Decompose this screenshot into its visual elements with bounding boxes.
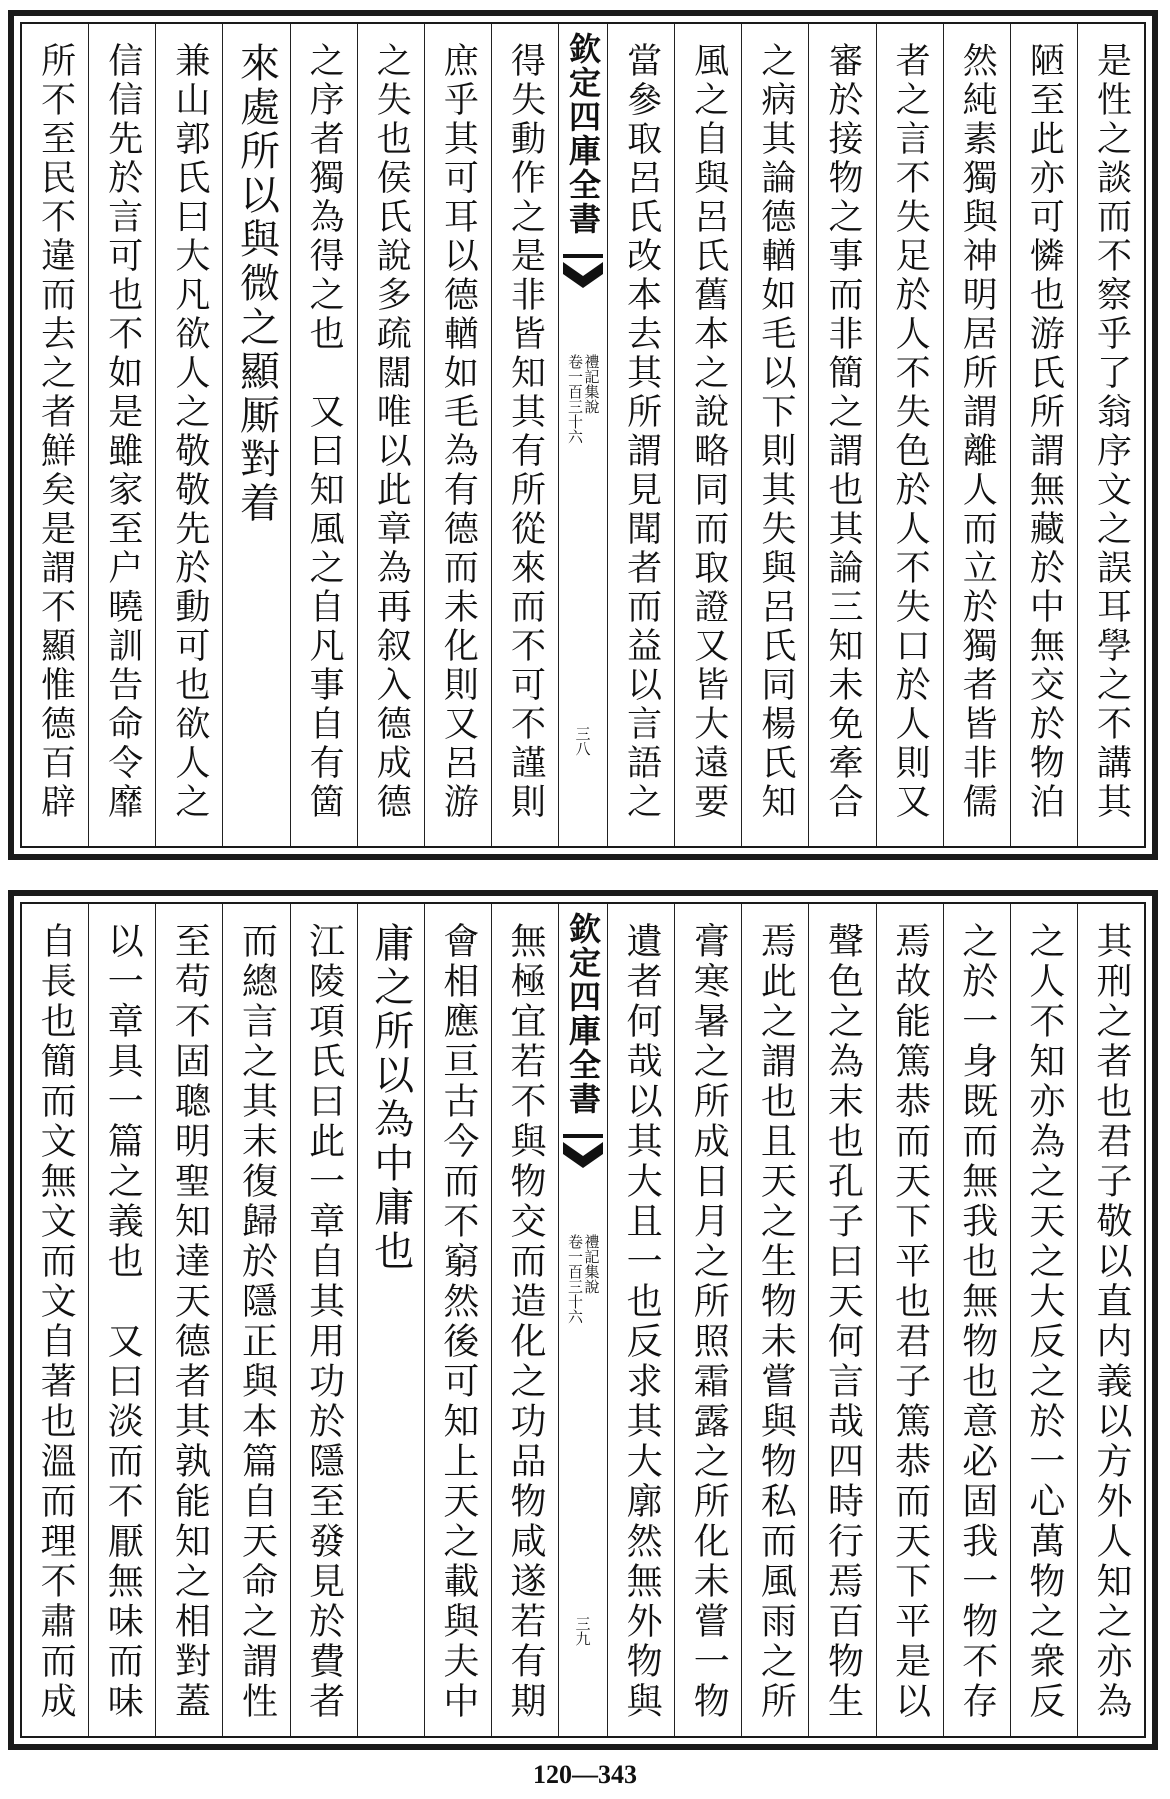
center-banner <box>558 24 607 846</box>
column-text: 者之言不失足於人不失色於人不失口於人則又 <box>890 42 931 822</box>
column-text: 焉此之謂也且天之生物未嘗與物私而風雨之所 <box>755 922 797 1722</box>
text-column <box>607 24 674 846</box>
column-text: 無極宜若不與物交而造化之功品物咸遂若有期 <box>504 922 546 1722</box>
column-text: 庶乎其可耳以德輶如毛為有德而未化則又呂游 <box>438 42 479 822</box>
banner-leaf-number: 三八 <box>573 726 592 756</box>
text-column <box>876 904 943 1736</box>
column-text: 膏寒暑之所成日月之所照霜露之所化未嘗一物 <box>688 922 730 1722</box>
text-column <box>357 24 424 846</box>
text-column <box>674 24 741 846</box>
banner-volume: 卷一百三十六 <box>566 1234 584 1324</box>
text-column <box>1077 24 1144 846</box>
fish-tail-mark-icon <box>563 254 603 292</box>
text-column <box>88 24 155 846</box>
text-column <box>22 904 88 1736</box>
bottom-page <box>8 890 1158 1750</box>
center-banner <box>558 904 607 1736</box>
text-column <box>491 904 558 1736</box>
text-column <box>1010 24 1077 846</box>
text-column <box>1077 904 1144 1736</box>
page-number-footer: 120—343 <box>533 1760 637 1789</box>
column-text: 兼山郭氏曰大凡欲人之敬敬先於動可也欲人之 <box>169 42 210 822</box>
column-text: 遺者何哉以其大且一也反求其大廓然無外物與 <box>621 922 663 1722</box>
column-text: 焉故能篤恭而天下平也君子篤恭而天下平是以 <box>889 922 931 1722</box>
banner-leaf-number: 三九 <box>573 1616 592 1646</box>
text-column <box>155 904 222 1736</box>
text-column <box>222 904 289 1736</box>
text-column <box>424 24 491 846</box>
text-column <box>876 24 943 846</box>
text-column <box>808 904 875 1736</box>
banner-book: 禮記集說 <box>582 354 601 414</box>
column-text: 當參取呂氏改本去其所謂見聞者而益以言語之 <box>621 42 662 822</box>
column-text: 而總言之其末復歸於隱正與本篇自天命之謂性 <box>236 922 278 1722</box>
bottom-page-columns <box>22 904 1144 1736</box>
text-column <box>155 24 222 846</box>
column-text: 聲色之為末也孔子曰天何言哉四時行焉百物生 <box>822 922 864 1722</box>
column-text: 之人不知亦為之天之大反之於一心萬物之衆反 <box>1023 922 1065 1722</box>
text-column <box>607 904 674 1736</box>
column-text: 以一章具一篇之義也 又曰淡而不厭無味而味 <box>102 922 144 1722</box>
text-column <box>22 24 88 846</box>
text-column <box>357 904 424 1736</box>
top-page-frame <box>20 22 1146 848</box>
column-text: 得失動作之是非皆知其有所從來而不可不謹則 <box>505 42 546 822</box>
text-column <box>943 24 1010 846</box>
text-column <box>424 904 491 1736</box>
column-text: 之病其論德輶如毛以下則其失與呂氏同楊氏知 <box>755 42 796 822</box>
column-text: 至苟不固聰明聖知達天德者其孰能知之相對蓋 <box>169 922 211 1722</box>
text-column <box>943 904 1010 1736</box>
fish-tail-mark-icon <box>563 1134 603 1172</box>
banner-book: 禮記集說 <box>582 1234 601 1294</box>
banner-book-volume <box>567 1234 600 1324</box>
text-column <box>1010 904 1077 1736</box>
text-column <box>741 904 808 1736</box>
column-text: 是性之談而不察乎了翁序文之誤耳學之不講其 <box>1091 42 1132 822</box>
column-text: 之序者獨為得之也 又曰知風之自凡事自有箇 <box>304 42 345 822</box>
text-column <box>491 24 558 846</box>
text-column <box>741 24 808 846</box>
banner-volume: 卷一百三十六 <box>566 354 584 444</box>
column-text: 所不至民不違而去之者鮮矣是謂不顯惟德百辟 <box>35 42 76 822</box>
top-page-columns <box>22 24 1144 846</box>
column-text: 陋至此亦可憐也游氏所謂無藏於中無交於物泊 <box>1024 42 1065 822</box>
column-text: 庸之所以為中庸也 <box>367 922 414 1274</box>
column-text: 之失也侯氏說多疏闊唯以此章為再叙入德成德 <box>371 42 412 822</box>
banner-title: 欽定四庫全書 <box>564 32 602 236</box>
column-text: 之於一身既而無我也無物也意必固我一物不存 <box>956 922 998 1722</box>
banner-title: 欽定四庫全書 <box>564 912 602 1116</box>
column-text: 其刑之者也君子敬以直内義以方外人知之亦為 <box>1090 922 1132 1722</box>
text-column <box>674 904 741 1736</box>
column-text: 信信先於言可也不如是雖家至户曉訓告命令靡 <box>102 42 143 822</box>
text-column <box>808 24 875 846</box>
text-column <box>290 24 357 846</box>
banner-book-volume <box>567 354 600 444</box>
column-text: 自長也簡而文無文而文自著也溫而理不肅而成 <box>35 922 77 1722</box>
bottom-page-frame <box>20 902 1146 1738</box>
text-column <box>88 904 155 1736</box>
column-text: 然純素獨與神明居所謂離人而立於獨者皆非儒 <box>957 42 998 822</box>
column-text: 風之自與呂氏舊本之說略同而取證又皆大遠要 <box>688 42 729 822</box>
text-column <box>222 24 289 846</box>
column-text: 會相應亘古今而不窮然後可知上天之載與夫中 <box>437 922 479 1722</box>
column-text: 江陵項氏曰此一章自其用功於隱至發見於費者 <box>303 922 345 1722</box>
column-text: 審於接物之事而非簡之謂也其論三知未免牽合 <box>822 42 863 822</box>
column-text: 來處所以與微之顯厮對着 <box>233 42 280 526</box>
text-column <box>290 904 357 1736</box>
top-page <box>8 10 1158 860</box>
